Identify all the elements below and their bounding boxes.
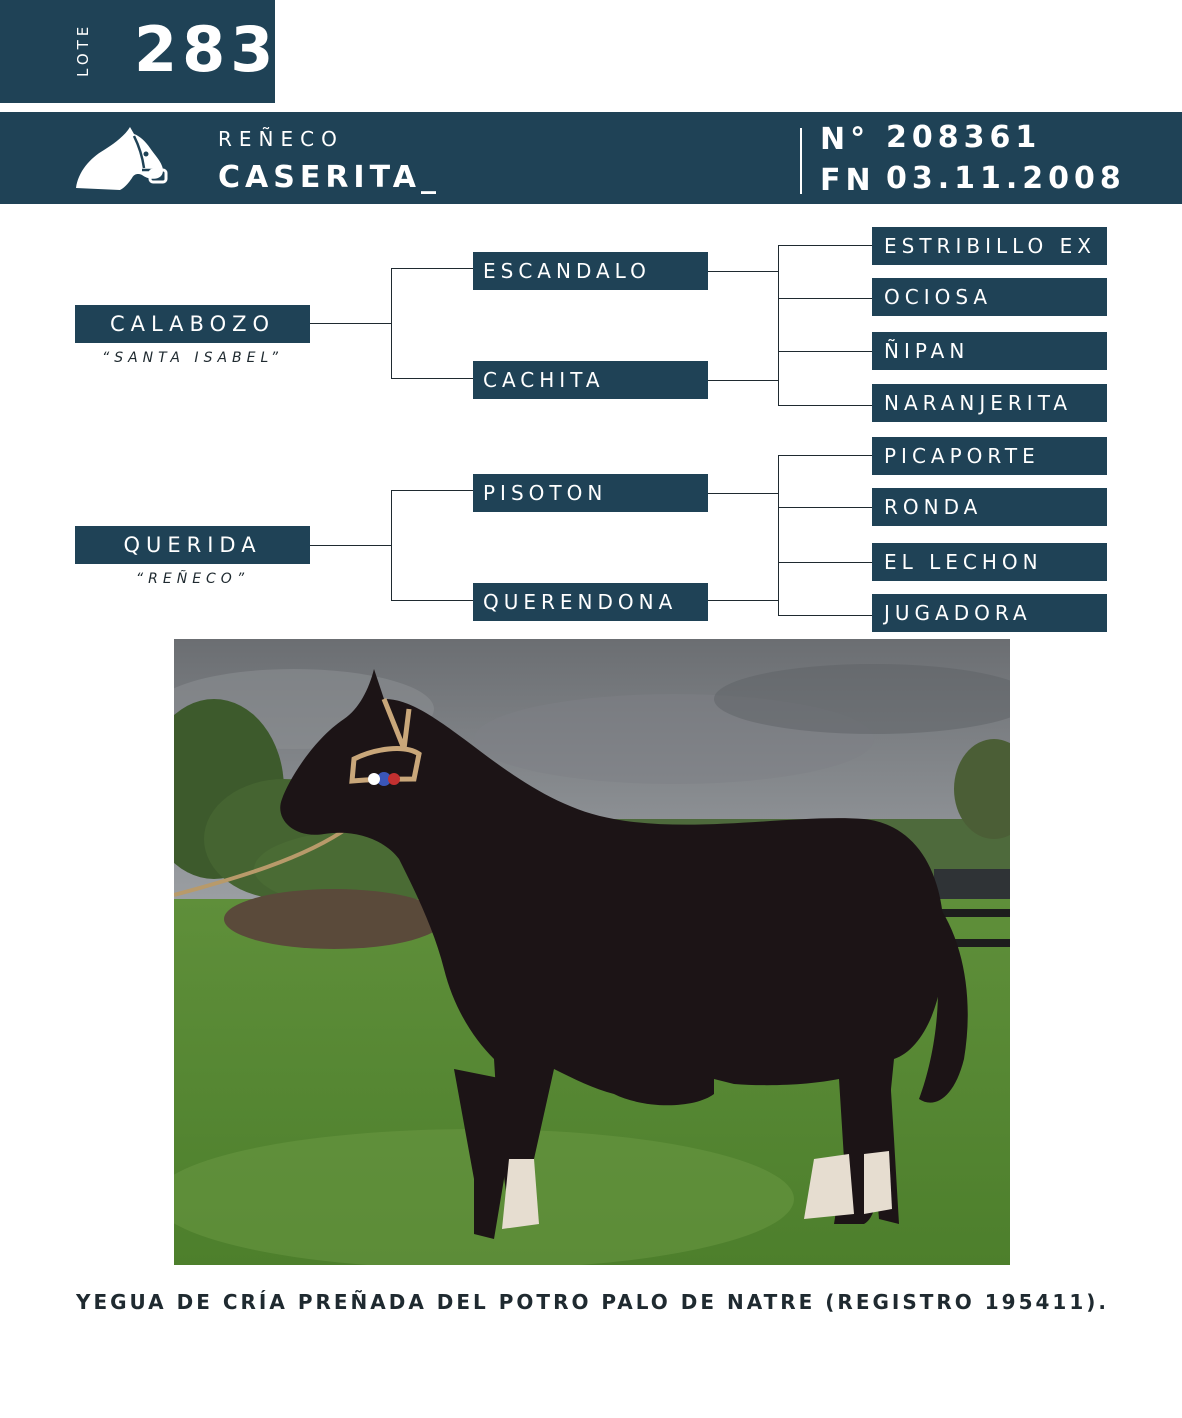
connector-line bbox=[778, 405, 872, 406]
connector-line bbox=[778, 245, 779, 406]
great-grandparent-box: ESTRIBILLO EX bbox=[872, 227, 1107, 265]
connector-line bbox=[778, 455, 872, 456]
great-grandparent-box: ÑIPAN bbox=[872, 332, 1107, 370]
dam-origin: “REÑECO” bbox=[135, 571, 250, 587]
connector-line bbox=[391, 490, 473, 491]
connector-line bbox=[310, 323, 391, 324]
connector-line bbox=[708, 493, 778, 494]
connector-line bbox=[708, 271, 778, 272]
connector-line bbox=[391, 268, 392, 379]
connector-line bbox=[778, 615, 872, 616]
horse-photo bbox=[174, 639, 1010, 1265]
great-grandparent-box: OCIOSA bbox=[872, 278, 1107, 316]
horse-name: CASERITA_ bbox=[218, 160, 441, 195]
connector-line bbox=[778, 562, 872, 563]
connector-line bbox=[310, 545, 391, 546]
connector-line bbox=[391, 268, 473, 269]
lot-description: YEGUA DE CRÍA PREÑADA DEL POTRO PALO DE NATRE (REGISTRO 195411). bbox=[76, 1290, 1109, 1314]
birth-key: FN bbox=[820, 163, 876, 198]
great-grandparent-box: EL LECHON bbox=[872, 543, 1107, 581]
grandparent-box: ESCANDALO bbox=[473, 252, 708, 290]
great-grandparent-box: NARANJERITA bbox=[872, 384, 1107, 422]
connector-line bbox=[708, 600, 778, 601]
connector-line bbox=[778, 245, 872, 246]
dam-box: QUERIDA bbox=[75, 526, 310, 564]
sire-origin: “SANTA ISABEL” bbox=[101, 350, 284, 366]
grandparent-box: CACHITA bbox=[473, 361, 708, 399]
grandparent-box: QUERENDONA bbox=[473, 583, 708, 621]
sire-box: CALABOZO bbox=[75, 305, 310, 343]
great-grandparent-box: PICAPORTE bbox=[872, 437, 1107, 475]
breeder-name: REÑECO bbox=[218, 127, 344, 151]
header-divider bbox=[800, 128, 802, 194]
connector-line bbox=[778, 455, 779, 616]
connector-line bbox=[778, 351, 872, 352]
connector-line bbox=[708, 380, 778, 381]
connector-line bbox=[391, 600, 473, 601]
registry-number: 208361 bbox=[886, 120, 1042, 155]
connector-line bbox=[778, 507, 872, 508]
lot-label: LOTE bbox=[74, 22, 92, 78]
grandparent-box: PISOTON bbox=[473, 474, 708, 512]
birth-date: 03.11.2008 bbox=[886, 161, 1126, 196]
connector-line bbox=[391, 490, 392, 601]
great-grandparent-box: JUGADORA bbox=[872, 594, 1107, 632]
connector-line bbox=[778, 298, 872, 299]
registry-key: N° bbox=[820, 122, 871, 157]
horse-head-icon bbox=[72, 124, 168, 194]
lot-number: 283 bbox=[134, 13, 279, 86]
great-grandparent-box: RONDA bbox=[872, 488, 1107, 526]
connector-line bbox=[391, 378, 473, 379]
